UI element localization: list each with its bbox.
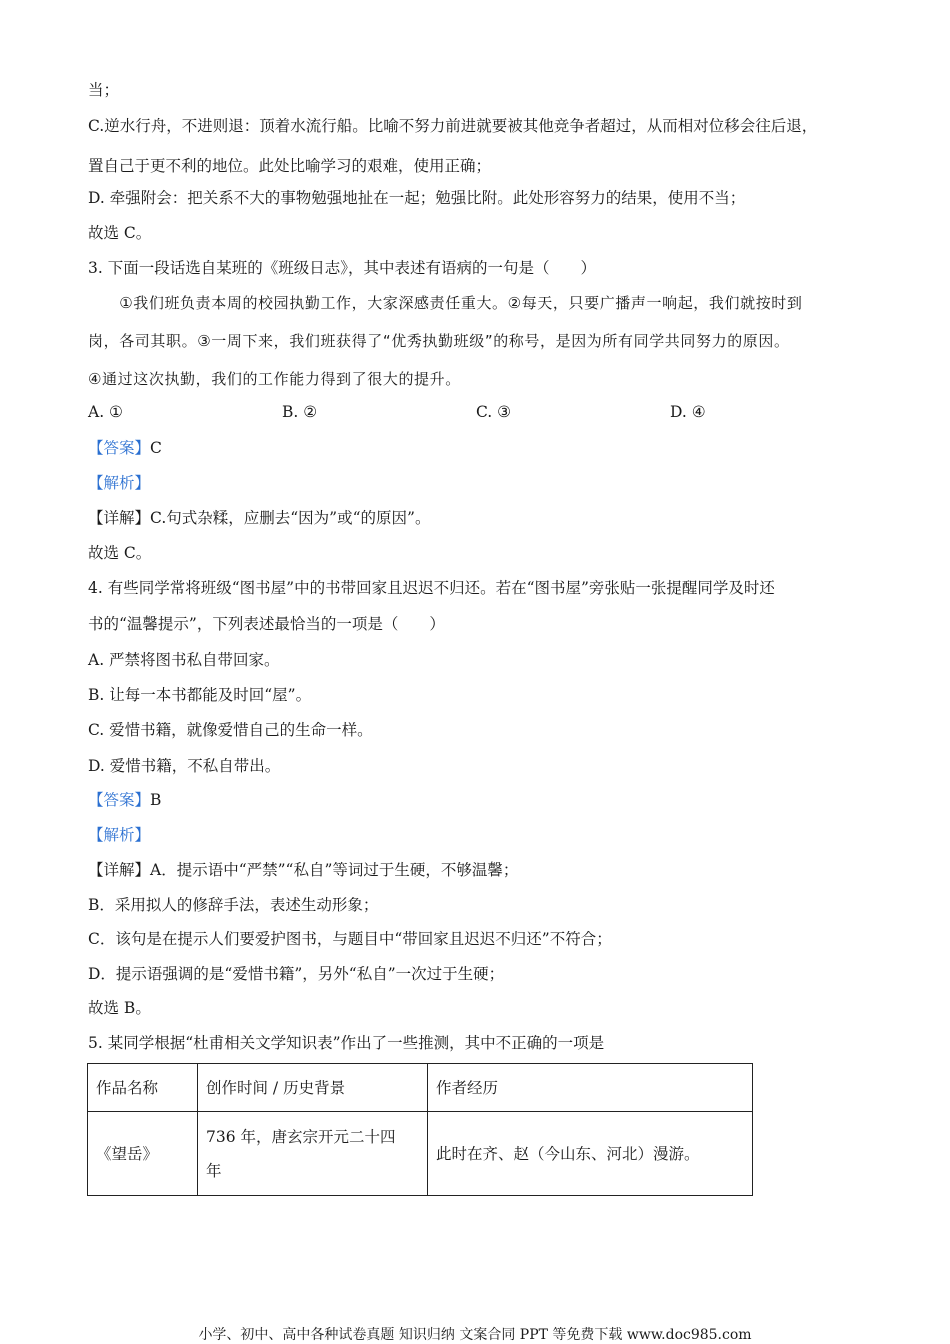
answer-line [88, 438, 162, 458]
option-b: B. ② [282, 403, 318, 421]
detail-tag: 【详解】 [88, 861, 151, 879]
analysis-tag: 【解析】 [88, 826, 151, 844]
passage-line: 岗，各司其职。③一周下来，我们班获得了“优秀执勤班级”的称号，是因为所有同学共同努力的原因。 [88, 332, 790, 350]
table-header-cell: 作品名称 [88, 1064, 198, 1112]
text-line: D．提示语强调的是“爱惜书籍”，另外“私自”一次过于生硬； [88, 965, 505, 983]
option-d: D. 爱惜书籍，不私自带出。 [88, 757, 281, 775]
text-line: 故选 C。 [88, 224, 152, 242]
passage-line: ④通过这次执勤，我们的工作能力得到了很大的提升。 [88, 370, 461, 388]
question-3: 3. 下面一段话选自某班的《班级日志》，其中表述有语病的一句是（ ） [88, 259, 596, 277]
text-line: 置自己于更不利的地位。此处比喻学习的艰难，使用正确； [88, 157, 492, 175]
cell-line: 736 年，唐玄宗开元二十四 [206, 1127, 396, 1146]
option-a: A. ① [88, 403, 123, 421]
option-c: C. 爱惜书籍，就像爱惜自己的生命一样。 [88, 721, 373, 739]
text-line: D. 牵强附会：把关系不大的事物勉强地扯在一起；勉强比附。此处形容努力的结果，使用不当； [88, 189, 746, 207]
detail-line [88, 508, 430, 528]
table-cell [198, 1112, 428, 1196]
question-4: 4. 有些同学常将班级“图书屋”中的书带回家且迟迟不归还。若在“图书屋”旁张贴一张提醒同学及时还 [88, 579, 775, 597]
option-d: D. ④ [670, 403, 706, 421]
table-row [88, 1112, 753, 1196]
option-c: C. ③ [476, 403, 512, 421]
answer-value: B [150, 791, 162, 809]
detail-tag: 【详解】 [88, 509, 151, 527]
option-b: B. 让每一本书都能及时回“屋”。 [88, 686, 312, 704]
detail-line [88, 860, 518, 880]
answer-value: C [150, 439, 162, 457]
question-5: 5. 某同学根据“杜甫相关文学知识表”作出了一些推测，其中不正确的一项是 [88, 1034, 605, 1052]
text-line: 故选 C。 [88, 544, 152, 562]
table-header-cell: 作者经历 [428, 1064, 753, 1112]
text-line: B．采用拟人的修辞手法，表述生动形象； [88, 896, 379, 914]
text-line: 书的“温馨提示”，下列表述最恰当的一项是（ ） [88, 615, 445, 633]
cell-line: 年 [206, 1161, 222, 1180]
option-a: A. 严禁将图书私自带回家。 [88, 651, 280, 669]
analysis-tag: 【解析】 [88, 474, 151, 492]
table-header-row [88, 1064, 753, 1112]
answer-tag: 【答案】 [88, 439, 151, 457]
detail-text: A．提示语中“严禁”“私自”等词过于生硬，不够温馨； [150, 861, 519, 879]
text-line: C.逆水行舟，不进则退：顶着水流行船。比喻不努力前进就要被其他竞争者超过，从而相对位移会往后退， [88, 117, 818, 135]
text-line: 故选 B。 [88, 999, 151, 1017]
page-footer: 小学、初中、高中各种试卷真题 知识归纳 文案合同 PPT 等免费下载 www.doc985.com [198, 1327, 752, 1343]
passage-line: ①我们班负责本周的校园执勤工作，大家深感责任重大。②每天，只要广播声一响起，我们就按时到 [88, 294, 803, 312]
detail-text: C.句式杂糅，应删去“因为”或“的原因”。 [150, 509, 431, 527]
table-header-cell: 创作时间 / 历史背景 [198, 1064, 428, 1112]
knowledge-table [87, 1063, 753, 1196]
answer-line [88, 790, 161, 810]
table-cell: 此时在齐、赵（今山东、河北）漫游。 [428, 1112, 753, 1196]
table-cell: 《望岳》 [88, 1112, 198, 1196]
text-line: 当； [88, 81, 120, 99]
text-line: C．该句是在提示人们要爱护图书，与题目中“带回家且迟迟不归还”不符合； [88, 930, 612, 948]
answer-tag: 【答案】 [88, 791, 151, 809]
